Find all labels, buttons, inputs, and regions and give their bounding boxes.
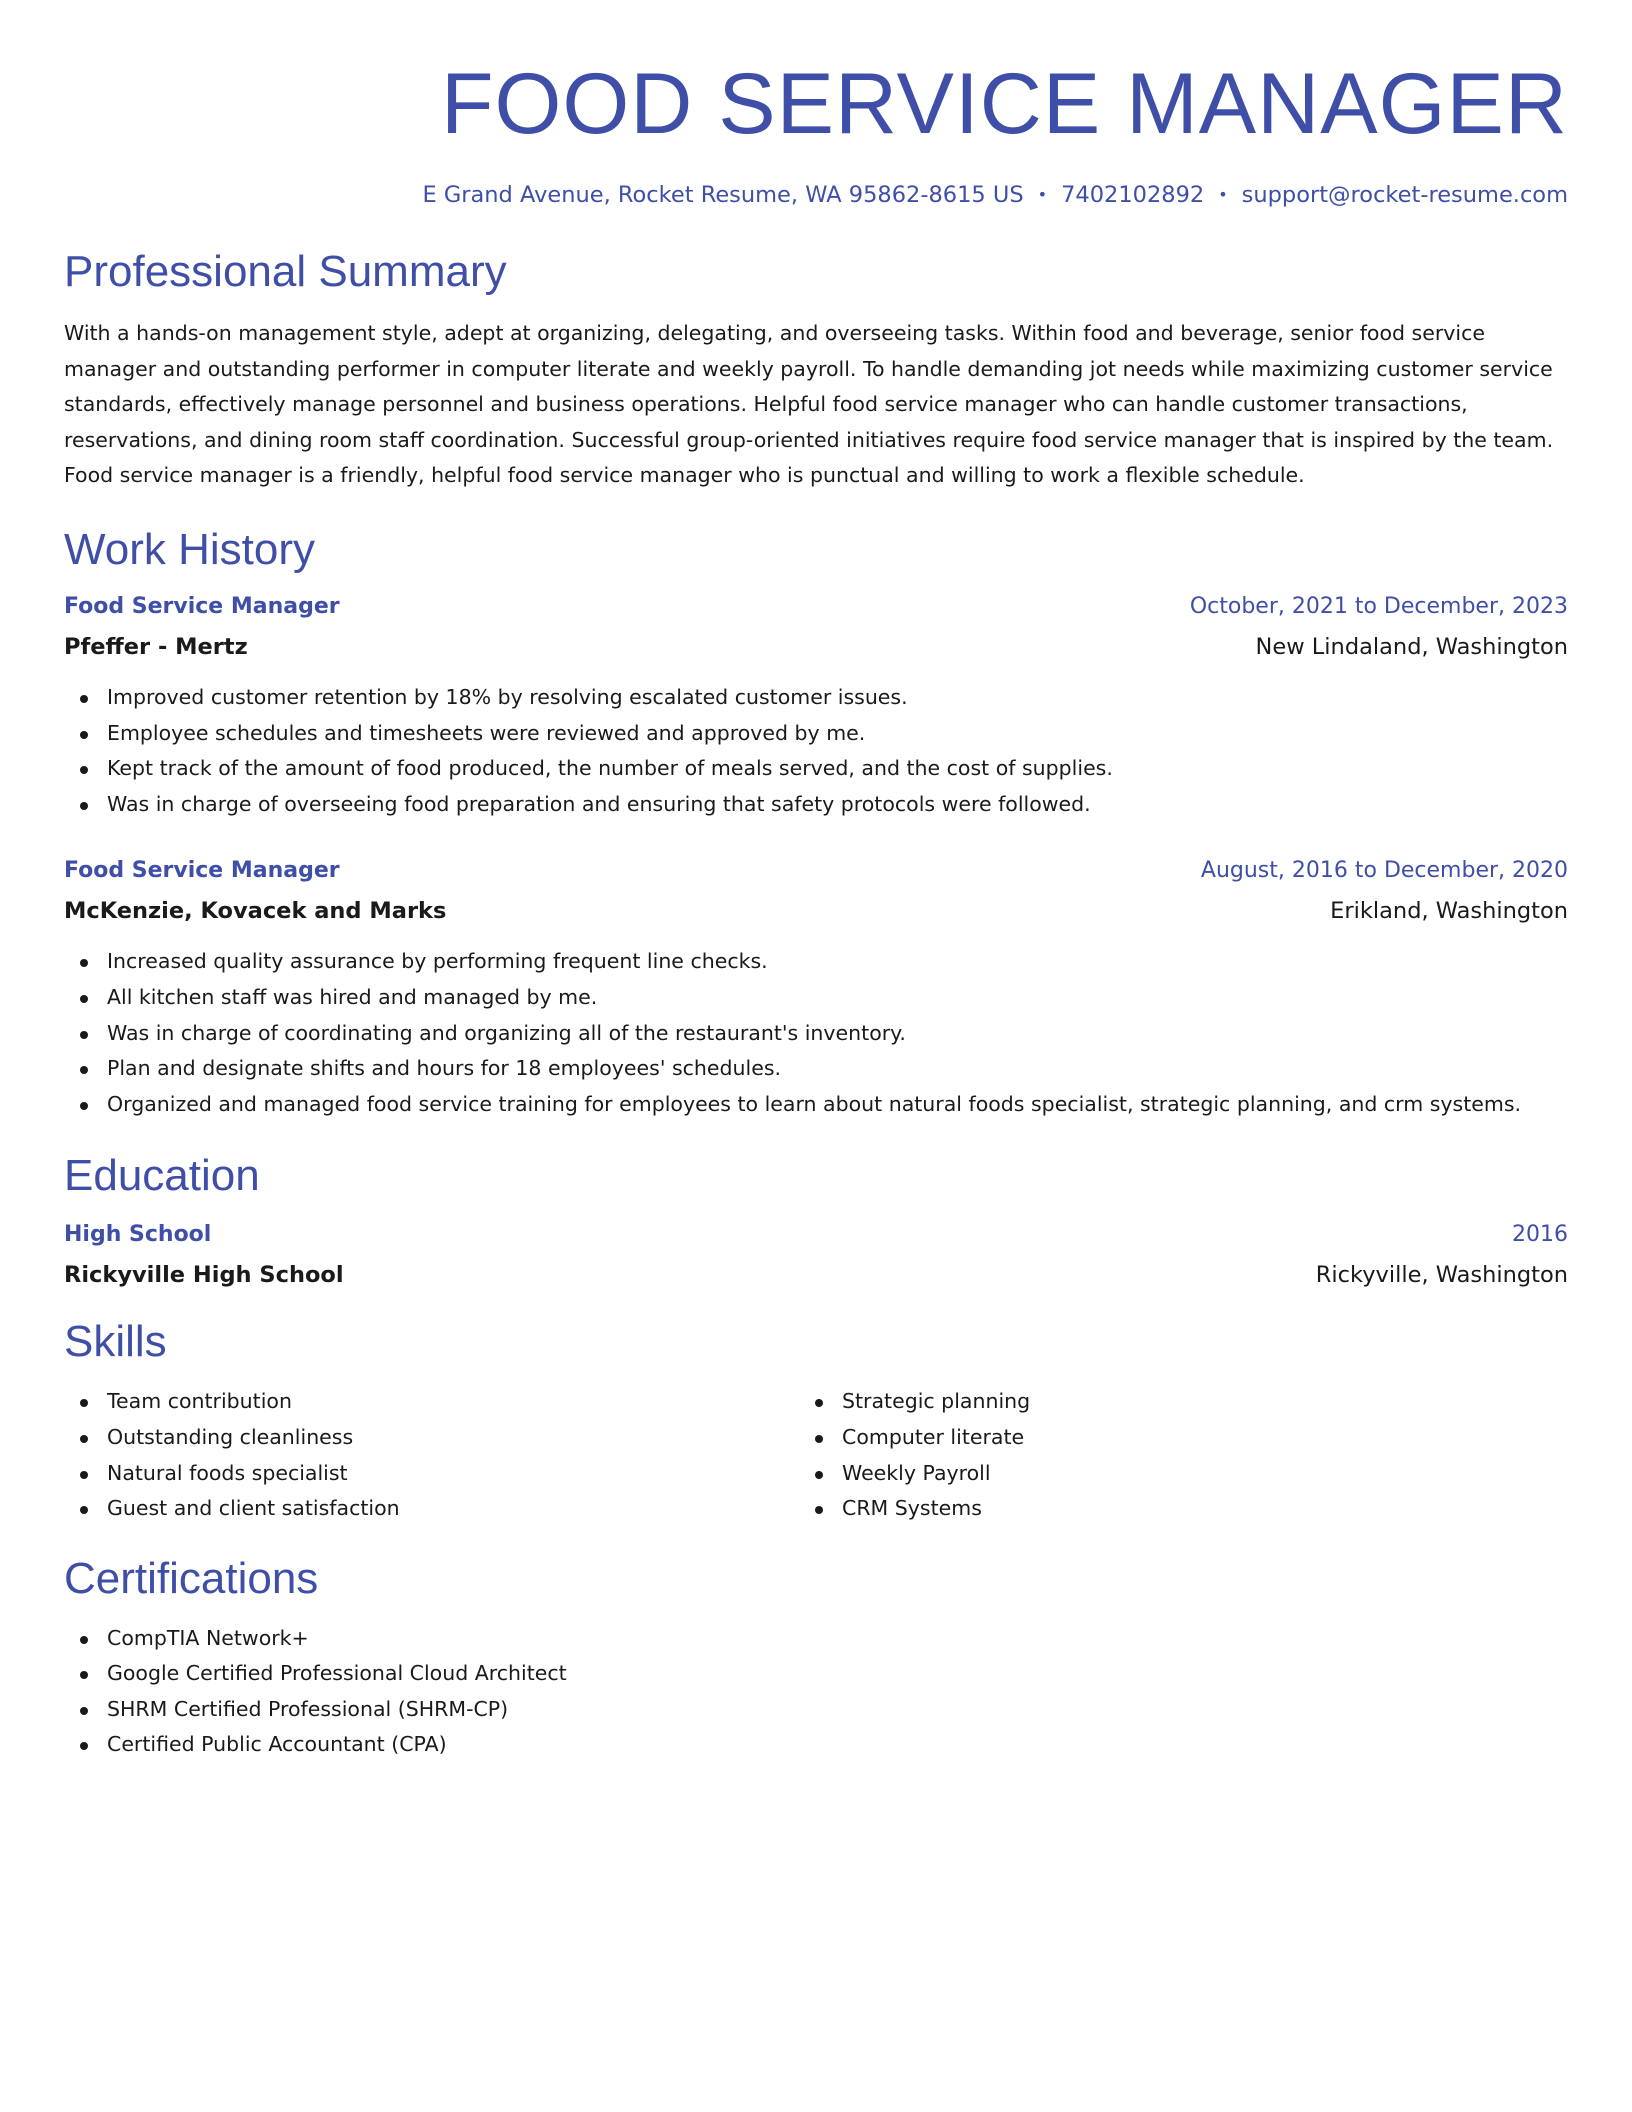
skill-item: Computer literate: [799, 1420, 1534, 1456]
education-heading: Education: [64, 1151, 260, 1201]
job-bullet: Plan and designate shifts and hours for 18 employees' schedules.: [64, 1051, 1568, 1087]
contact-line: [64, 180, 1568, 210]
job-bullet: Increased quality assurance by performing frequent line checks.: [64, 944, 1568, 980]
job-company-row: [64, 632, 1568, 662]
contact-address: E Grand Avenue, Rocket Resume, WA 95862-8615 US: [422, 182, 1024, 208]
skills-grid: [64, 1384, 1568, 1526]
job-company-row: [64, 896, 1568, 926]
education-degree: High School: [64, 1222, 212, 1248]
job-title: Food Service Manager: [64, 593, 340, 619]
education-header-row: [64, 1220, 1568, 1250]
skill-item: Team contribution: [64, 1384, 799, 1420]
skills-heading: Skills: [64, 1317, 167, 1367]
contact-separator: •: [1218, 185, 1228, 204]
job-bullet: Was in charge of coordinating and organizing all of the restaurant's inventory.: [64, 1016, 1568, 1052]
job-bullets: [64, 680, 1568, 822]
contact-phone: 7402102892: [1061, 182, 1205, 208]
contact-separator: •: [1037, 185, 1048, 204]
education-section: [64, 1150, 1568, 1290]
skills-section: [64, 1316, 1568, 1526]
education-entry: [64, 1220, 1568, 1290]
certifications-section: [64, 1553, 1568, 1763]
job-bullet: Was in charge of overseeing food preparation and ensuring that safety protocols were followed.: [64, 787, 1568, 823]
skill-item: CRM Systems: [799, 1491, 1534, 1527]
work-history-section: [64, 524, 1568, 1122]
job-entry: [64, 856, 1568, 1122]
skills-list-left: [64, 1384, 799, 1526]
job-bullet: Employee schedules and timesheets were reviewed and approved by me.: [64, 716, 1568, 752]
skill-item: Weekly Payroll: [799, 1456, 1534, 1492]
certification-item: SHRM Certified Professional (SHRM-CP): [64, 1692, 1568, 1728]
job-location: New Lindaland, Washington: [1255, 633, 1568, 660]
job-entry: [64, 592, 1568, 822]
job-header-row: [64, 592, 1568, 622]
certification-item: CompTIA Network+: [64, 1621, 1568, 1657]
certification-item: Google Certified Professional Cloud Architect: [64, 1656, 1568, 1692]
education-location: Rickyville, Washington: [1315, 1262, 1568, 1289]
certification-item: Certified Public Accountant (CPA): [64, 1727, 1568, 1763]
skill-item: Guest and client satisfaction: [64, 1491, 799, 1527]
summary-section: [64, 246, 1568, 494]
summary-text: With a hands-on management style, adept at organizing, delegating, and overseeing tasks. Within food and beverage, senior food service manager and outstanding performer in computer literate and weekly payroll. To handle demanding jot needs while maximizing customer service standards, effectively manage personnel and business operations. Helpful food service manager who can handle customer transactions, reservations, and dining room staff coordination. Successful group-oriented initiatives require food service manager that is inspired by the team. Food service manager is a friendly, helpful food service manager who is punctual and willing to work a flexible schedule.: [64, 321, 1554, 488]
job-bullets: [64, 944, 1568, 1122]
certifications-heading: Certifications: [64, 1553, 319, 1603]
job-bullet: Organized and managed food service training for employees to learn about natural foods specialist, strategic planning, and crm systems.: [64, 1087, 1568, 1123]
skills-list-right: [799, 1384, 1534, 1526]
job-bullet: Improved customer retention by 18% by resolving escalated customer issues.: [64, 680, 1568, 716]
education-year: 2016: [1512, 1222, 1568, 1248]
job-bullet: All kitchen staff was hired and managed by me.: [64, 980, 1568, 1016]
job-company: Pfeffer - Mertz: [64, 633, 248, 660]
job-dates: August, 2016 to December, 2020: [1200, 858, 1568, 884]
job-location: Erikland, Washington: [1330, 898, 1568, 925]
education-school: Rickyville High School: [64, 1262, 344, 1289]
job-header-row: [64, 856, 1568, 886]
job-company: McKenzie, Kovacek and Marks: [64, 898, 447, 925]
job-title: Food Service Manager: [64, 858, 340, 884]
skill-item: Strategic planning: [799, 1384, 1534, 1420]
summary-heading: Professional Summary: [64, 247, 507, 296]
resume-title: FOOD SERVICE MANAGER: [440, 56, 1568, 152]
job-bullet: Kept track of the amount of food produced, the number of meals served, and the cost of supplies.: [64, 751, 1568, 787]
skill-item: Natural foods specialist: [64, 1456, 799, 1492]
skill-item: Outstanding cleanliness: [64, 1420, 799, 1456]
job-dates: October, 2021 to December, 2023: [1189, 593, 1568, 619]
contact-email[interactable]: support@rocket-resume.com: [1241, 182, 1568, 208]
education-school-row: [64, 1260, 1568, 1290]
certifications-list: [64, 1621, 1568, 1763]
work-history-heading: Work History: [64, 524, 315, 574]
